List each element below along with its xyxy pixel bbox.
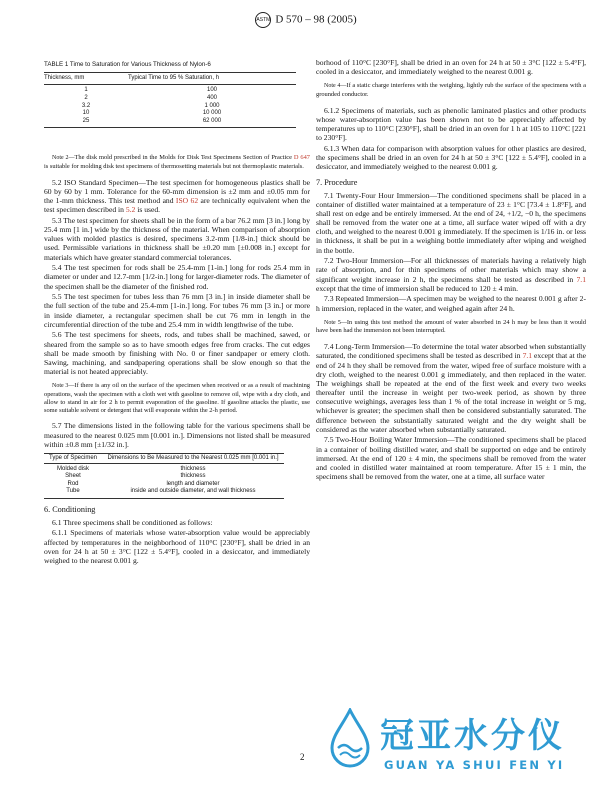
para-5-6: 5.6 The test specimens for sheets, rods, and tubes shall be machined, sawed, or sheared from the sample so as to have smooth edges free from cracks. The cut edges shall be made smooth by finishing with No. 0 or finer sandpaper or emery cloth. Sawing, machining, and sandpapering operations shall be slow enough so that the material is not heated appreciably. [44, 330, 310, 376]
table-row: Tube inside and outside diameter, and wall thickness [44, 488, 284, 498]
table-row: 3.2 1 000 [81, 102, 220, 109]
table-row: 10 10 000 [82, 110, 222, 117]
note-2: Note 2—The disk mold prescribed in the Molds for Disk Test Specimens Section of Practice D 647 is suitable for molding disk test specimens of thermosetting materials but not thermoplastic materials. [44, 154, 310, 171]
watermark-chinese: 冠亚水分仪 [380, 716, 565, 756]
table-row: Molded disk thickness [56, 466, 206, 473]
para-5-5: 5.5 The test specimen for tubes less than 76 mm [3 in.] in inside diameter shall be the full section of the tube and 25.4-mm [1-in.] long. For tubes 76 mm [3 in.] or more in inside diameter, a rectangular specimen shall be cut 76 mm in length in the circumferential direction of the tube and 25.4 mm in width lengthwise of the tube. [44, 292, 310, 329]
para-6-1-1-cont: borhood of 110°C [230°F], shall be dried in an oven for 24 h at 50 ± 3°C [122 ± 5.4°F], cooled in a desiccator, and immediately weighed to the nearest 0.001 g. [316, 58, 586, 77]
para-6-1: 6.1 Three specimens shall be conditioned as follows: [52, 517, 213, 527]
note-3: Note 3—If there is any oil on the surface of the specimen when received or as a result of machining operations, wash the specimen with a cloth wet with gasoline to remove oil, wipe with a dry cloth, and allow to stand in air for 2 h to permit evaporation of the gasoline. If gasoline attacks the plastic, use some suitable solvent or detergent that will evaporate within the 2-h period. [44, 382, 310, 414]
table1 [44, 72, 296, 128]
table-row: 2 400 [84, 94, 217, 101]
para-6-1-2: 6.1.2 Specimens of materials, such as phenolic laminated plastics and other products whose water-absorption value has been shown not to be appreciably affected by temperatures up to 110°C [230°F], shall be dried in an oven for 1 h at 105 to 110°C [221 to 230°F]. [316, 105, 586, 143]
page-number: 2 [300, 752, 305, 762]
water-drop-icon [328, 708, 372, 768]
para-7-3: 7.3 Repeated Immersion—A specimen may be weighed to the nearest 0.001 g after 2-h immersion, replaced in the water, and weighed again after 24 h. [316, 294, 586, 313]
left-column [44, 60, 310, 567]
para-7-4: 7.4 Long-Term Immersion—To determine the total water absorbed when substantially saturated, the conditioned specimens shall be tested as described in 7.1 except that at the end of 24 h they shall be removed from the water, wiped free of surface moisture with a dry cloth, weighed to the nearest 0.001 g immediately, and then replaced in the water. The weighings shall be repeated at the end of the first week and every two weeks thereafter until the increase in weight per two-week period, as shown by three consecutive weighings, averages less than 1 % of the total increase in weight or 5 mg, whichever is greater; the specimen shall then be considered substantially saturated. The difference between the substantially saturated weight and the dry weight shall be considered as the water absorbed when substantially saturated. [316, 342, 586, 434]
table2 [44, 453, 284, 499]
ref-link[interactable]: 7.1 [576, 274, 586, 284]
ref-link[interactable]: ISO 62 [175, 196, 199, 206]
para-7-1: 7.1 Twenty-Four Hour Immersion—The conditioned specimens shall be placed in a container of distilled water maintained at a temperature of 23 ± 1°C [73.4 ± 1.8°F], and shall rest on edge and be entirely immersed. At the end of 24, +1/2, −0 h, the specimens shall be removed from the water one at a time, all surface water wiped off with a dry cloth, and weighed to the nearest 0.001 g immediately. If the specimen is 1/16 in. or less in thickness, it shall be put in a weighing bottle immediately after wiping and weighed in the bottle. [316, 190, 586, 255]
para-5-4: 5.4 The test specimen for rods shall be 25.4-mm [1-in.] long for rods 25.4 mm in diameter or under and 12.7-mm [1/2-in.] long for larger-diameter rods. The diameter of the specimen shall be the diameter of the finished rod. [44, 263, 310, 291]
para-5-2: 5.2 ISO Standard Specimen—The test specimen for homogeneous plastics shall be 60 by 60 by 1 mm. Tolerance for the 60-mm dimension is ±2 mm and ±0.05 mm for the 1-mm thickness. This test method and ISO 62 are technically equivalent when the test specimen described in 5.2 is used. [44, 177, 310, 215]
astm-logo: ASTM [255, 12, 271, 28]
table-row: Sheet thickness [65, 473, 206, 480]
watermark-pinyin: GUAN YA SHUI FEN YI [384, 758, 565, 772]
table2-col-header: Type of Specimen [44, 453, 102, 463]
table-row: Rod length and diameter [67, 480, 220, 487]
page-header [0, 12, 612, 28]
para-5-7: 5.7 The dimensions listed in the following table for the various specimens shall be measured to the nearest 0.025 mm [0.001 in.]. Dimensions not listed shall be measured within ±0.8 mm [±1/32 in.]. [44, 421, 310, 449]
para-6-1-1: 6.1.1 Specimens of materials whose water-absorption value would be appreciably affected by temperatures in the neighborhood of 110°C [230°F], shall be dried in an oven for 24 h at 50 ± 3°C [122 ± 5.4°F], cooled in a desiccator, and immediately weighed to the nearest 0.001 g. [44, 528, 310, 565]
table-row: 1 100 [84, 87, 217, 94]
table1-col-header: Typical Time to 95 % Saturation, h [128, 73, 296, 85]
note-5: Note 5—In using this test method the amount of water absorbed in 24 h may be less than it would have been had the immersion not been interrupted. [316, 318, 586, 335]
para-7-2: 7.2 Two-Hour Immersion—For all thicknesses of materials having a relatively high rate of absorption, and for thin specimens of other materials which may show a significant weight increase in 2 h, the specimens shall be tested as described in 7.1 except that the time of immersion shall be reduced to 120 ± 4 min. [316, 256, 586, 293]
ref-link[interactable]: D 647 [293, 154, 310, 162]
ref-link[interactable]: 7.1 [522, 351, 533, 361]
table1-caption: TABLE 1 Time to Saturation for Various Thickness of Nylon-6 [44, 61, 211, 68]
ref-link[interactable]: 5.2 [125, 205, 136, 215]
section-7-heading: 7. Procedure [316, 177, 358, 187]
para-7-5: 7.5 Two-Hour Boiling Water Immersion—The conditioned specimens shall be placed in a container of boiling distilled water, and shall be supported on edge and be entirely immersed. At the end of 120 ± 4 min, the specimens shall be removed from the water and cooled in distilled water maintained at room temperature. After 15 ± 1 min, the specimens shall be removed from the water, one at a time, all surface water [316, 435, 586, 481]
note-4: Note 4—If a static charge interferes with the weighing, lightly rub the surface of the specimens with a grounded conductor. [316, 82, 586, 99]
table-row: 25 62 000 [44, 118, 296, 128]
table1-col-header: Thickness, mm [44, 73, 128, 85]
section-6-heading: 6. Conditioning [44, 504, 96, 514]
right-column [316, 58, 586, 483]
table2-col-header: Dimensions to Be Measured to the Nearest 0.025 mm [0.001 in.] [102, 453, 284, 463]
para-6-1-3: 6.1.3 When data for comparison with absorption values for other plastics are desired, the specimens shall be dried in an oven for 24 h at 50 ± 3°C [122 ± 5.4°F], cooled in a desiccator, and immediately weighed to the nearest 0.001 g. [316, 144, 586, 172]
watermark [318, 700, 606, 786]
para-5-3: 5.3 The test specimen for sheets shall be in the form of a bar 76.2 mm [3 in.] long by 25.4 mm [1 in.] wide by the thickness of the material. When comparison of absorption values with molded plastics is desired, specimens 3.2-mm [1/8-in.] thick should be used. Permissible variations in thickness shall be ±0.20 mm [±0.008 in.] except for materials which have greater standard commercial tolerances. [44, 216, 310, 262]
designation: D 570 – 98 (2005) [275, 13, 357, 26]
